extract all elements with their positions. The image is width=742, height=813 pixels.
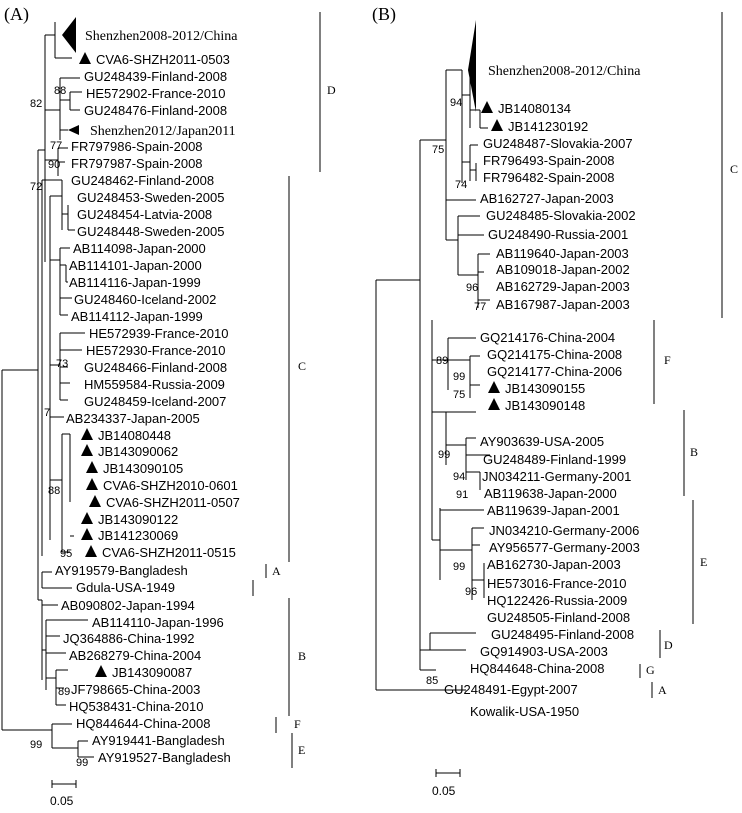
panel-b-bootstrap-values xyxy=(426,97,486,687)
leaf-label: GU248439-Finland-2008 xyxy=(84,69,228,84)
bootstrap-value: 99 xyxy=(438,449,451,461)
leaf-label: AB114110-Japan-1996 xyxy=(92,615,224,630)
leaf-label: FR796482-Spain-2008 xyxy=(483,170,615,185)
triangle-marker-icon xyxy=(481,101,493,113)
triangle-marker-icon xyxy=(95,665,107,677)
triangle-marker-icon xyxy=(81,444,93,456)
bootstrap-value: 99 xyxy=(453,561,466,573)
bootstrap-value: 77 xyxy=(50,140,63,152)
triangle-marker-icon xyxy=(491,119,503,131)
leaf-label: FR796493-Spain-2008 xyxy=(483,153,615,168)
leaf-label: HE572902-France-2010 xyxy=(86,86,226,101)
leaf-label: GU248459-Iceland-2007 xyxy=(84,394,227,409)
panel-b-scale-bar xyxy=(432,769,460,798)
bootstrap-value: 94 xyxy=(453,471,466,483)
bootstrap-value: 89 xyxy=(436,355,449,367)
leaf-label: AY919579-Bangladesh xyxy=(55,563,188,578)
leaf-label: AB162729-Japan-2003 xyxy=(496,279,630,294)
clade-label: E xyxy=(700,555,708,569)
leaf-label: HQ844648-China-2008 xyxy=(470,661,605,676)
leaf-label: Kowalik-USA-1950 xyxy=(470,704,580,719)
leaf-label: AB109018-Japan-2002 xyxy=(496,262,630,277)
leaf-label: JB14080134 xyxy=(498,101,572,116)
leaf-label: GU248454-Latvia-2008 xyxy=(77,207,213,222)
bootstrap-value: 77 xyxy=(474,301,487,313)
leaf-label: FR797986-Spain-2008 xyxy=(71,139,203,154)
triangle-marker-icon xyxy=(488,398,500,410)
leaf-label: GU248489-Finland-1999 xyxy=(483,452,627,467)
leaf-label: CVA6-SHZH2011-0507 xyxy=(106,495,240,510)
leaf-label: JB143090062 xyxy=(98,444,179,459)
leaf-label: JB143090087 xyxy=(112,665,193,680)
bootstrap-value: 99 xyxy=(30,739,43,751)
leaf-label: AB114116-Japan-1999 xyxy=(69,275,201,290)
bootstrap-value: 72 xyxy=(30,181,43,193)
leaf-label: GU248490-Russia-2001 xyxy=(488,227,629,242)
leaf-label: AB162727-Japan-2003 xyxy=(480,191,614,206)
clade-label: A xyxy=(658,683,667,697)
clade-label: G xyxy=(646,663,655,677)
leaf-label: AY919527-Bangladesh xyxy=(98,750,231,765)
leaf-label: JQ364886-China-1992 xyxy=(63,631,195,646)
leaf-label: JB143090148 xyxy=(505,398,586,413)
triangle-marker-icon xyxy=(81,528,93,540)
leaf-label: Shenzhen2008-2012/China xyxy=(488,64,641,79)
leaf-label: GU248466-Finland-2008 xyxy=(84,360,228,375)
leaf-label: Gdula-USA-1949 xyxy=(76,580,175,595)
panel-b-clade-labels xyxy=(646,162,738,697)
leaf-label: AB119640-Japan-2003 xyxy=(496,246,629,261)
collapsed-clade-shenzhen-a xyxy=(62,17,76,53)
leaf-label: HM559584-Russia-2009 xyxy=(84,377,225,392)
leaf-label: JB141230192 xyxy=(508,119,589,134)
triangle-marker-icon xyxy=(89,495,101,507)
clade-label: D xyxy=(327,83,336,97)
clade-label: B xyxy=(298,649,307,663)
leaf-label: GU248453-Sweden-2005 xyxy=(77,190,225,205)
bootstrap-value: 94 xyxy=(450,97,463,109)
panel-a-clade-bars xyxy=(253,12,320,768)
leaf-label: JF798665-China-2003 xyxy=(71,682,201,697)
clade-label: C xyxy=(298,359,307,373)
panel-b-clade-bars xyxy=(640,12,722,698)
panel-b-label: (B) xyxy=(372,4,396,24)
leaf-label: AY903639-USA-2005 xyxy=(480,434,605,449)
leaf-label: HQ538431-China-2010 xyxy=(69,699,204,714)
leaf-label: AB090802-Japan-1994 xyxy=(61,598,195,613)
panel-b-leaves xyxy=(444,64,641,719)
clade-label: B xyxy=(690,445,699,459)
leaf-label: GU248491-Egypt-2007 xyxy=(444,682,578,697)
triangle-marker-icon xyxy=(85,545,97,557)
panel-b-scale-label: 0.05 xyxy=(432,784,456,798)
triangle-marker-icon xyxy=(488,381,500,393)
leaf-label: AB234337-Japan-2005 xyxy=(66,411,200,426)
leaf-label: JB143090122 xyxy=(98,512,179,527)
leaf-label: AB268279-China-2004 xyxy=(69,648,202,663)
leaf-label: AY956577-Germany-2003 xyxy=(489,540,640,555)
leaf-label: GU248448-Sweden-2005 xyxy=(77,224,225,239)
bootstrap-value: 82 xyxy=(30,98,43,110)
collapsed-clade-japan-a xyxy=(68,125,79,135)
leaf-label: GU248460-Iceland-2002 xyxy=(74,292,217,307)
triangle-marker-icon xyxy=(81,512,93,524)
leaf-label: JB143090105 xyxy=(103,461,184,476)
triangle-marker-icon xyxy=(86,461,98,473)
bootstrap-value: 88 xyxy=(48,485,61,497)
leaf-label: CVA6-SHZH2011-0503 xyxy=(96,52,230,67)
clade-label: F xyxy=(664,353,671,367)
clade-label: E xyxy=(298,743,306,757)
triangle-marker-icon xyxy=(86,478,98,490)
leaf-label: AB162730-Japan-2003 xyxy=(487,557,621,572)
bootstrap-value: 99 xyxy=(76,757,89,769)
leaf-label: AB119639-Japan-2001 xyxy=(487,503,620,518)
leaf-label: AB114098-Japan-2000 xyxy=(73,241,206,256)
bootstrap-value: 96 xyxy=(465,586,478,598)
collapsed-clade-shenzhen-b xyxy=(468,20,476,112)
leaf-label: JB141230069 xyxy=(98,528,179,543)
leaf-label: Shenzhen2012/Japan2011 xyxy=(90,124,236,139)
panel-b xyxy=(372,4,738,798)
leaf-label: CVA6-SHZH2011-0515 xyxy=(102,545,236,560)
panel-a-scale-label: 0.05 xyxy=(50,794,74,808)
leaf-label: AY919441-Bangladesh xyxy=(92,733,225,748)
panel-a-branches xyxy=(2,22,94,757)
panel-a-leaves xyxy=(55,29,240,765)
bootstrap-value: 75 xyxy=(453,389,466,401)
leaf-label: HE572930-France-2010 xyxy=(86,343,226,358)
leaf-label: AB119638-Japan-2000 xyxy=(484,486,617,501)
bootstrap-value: 89 xyxy=(58,686,71,698)
clade-label: C xyxy=(730,162,739,176)
bootstrap-value: 90 xyxy=(48,159,61,171)
panel-a xyxy=(2,4,336,808)
leaf-label: GQ914903-USA-2003 xyxy=(480,644,608,659)
panel-a-label: (A) xyxy=(4,4,29,24)
leaf-label: JN034211-Germany-2001 xyxy=(482,469,632,484)
triangle-marker-icon xyxy=(79,52,91,64)
bootstrap-value: 74 xyxy=(455,179,468,191)
leaf-label: GU248487-Slovakia-2007 xyxy=(483,136,633,151)
leaf-label: GU248462-Finland-2008 xyxy=(71,173,215,188)
leaf-label: AB114112-Japan-1999 xyxy=(71,309,203,324)
clade-label: D xyxy=(664,638,673,652)
leaf-label: GU248505-Finland-2008 xyxy=(487,610,631,625)
leaf-label: HE572939-France-2010 xyxy=(89,326,229,341)
panel-a-clade-labels xyxy=(272,83,336,757)
leaf-label: GU248495-Finland-2008 xyxy=(491,627,635,642)
bootstrap-value: 99 xyxy=(453,371,466,383)
leaf-label: JN034210-Germany-2006 xyxy=(489,523,640,538)
leaf-label: Shenzhen2008-2012/China xyxy=(85,29,238,44)
leaf-label: AB114101-Japan-2000 xyxy=(69,258,202,273)
bootstrap-value: 73 xyxy=(56,358,69,370)
leaf-label: HE573016-France-2010 xyxy=(487,576,627,591)
bootstrap-value: 88 xyxy=(54,85,67,97)
bootstrap-value: 91 xyxy=(456,489,469,501)
clade-label: A xyxy=(272,564,281,578)
leaf-label: HQ844644-China-2008 xyxy=(76,716,211,731)
bootstrap-value: 75 xyxy=(432,144,445,156)
leaf-label: FR797987-Spain-2008 xyxy=(71,156,203,171)
leaf-label: GU248476-Finland-2008 xyxy=(84,103,228,118)
bootstrap-value: 95 xyxy=(60,548,73,560)
leaf-label: GQ214176-China-2004 xyxy=(480,330,616,345)
triangle-marker-icon xyxy=(81,428,93,440)
panel-a-scale-bar xyxy=(50,780,76,808)
leaf-label: JB14080448 xyxy=(98,428,172,443)
bootstrap-value: 96 xyxy=(466,282,479,294)
leaf-label: AB167987-Japan-2003 xyxy=(496,297,630,312)
leaf-label: GQ214177-China-2006 xyxy=(487,364,623,379)
bootstrap-value: 7 xyxy=(44,407,51,419)
bootstrap-value: 85 xyxy=(426,675,439,687)
leaf-label: CVA6-SHZH2010-0601 xyxy=(103,478,238,493)
clade-label: F xyxy=(294,717,301,731)
leaf-label: GU248485-Slovakia-2002 xyxy=(486,208,636,223)
leaf-label: HQ122426-Russia-2009 xyxy=(487,593,628,608)
leaf-label: JB143090155 xyxy=(505,381,586,396)
leaf-label: GQ214175-China-2008 xyxy=(487,347,623,362)
